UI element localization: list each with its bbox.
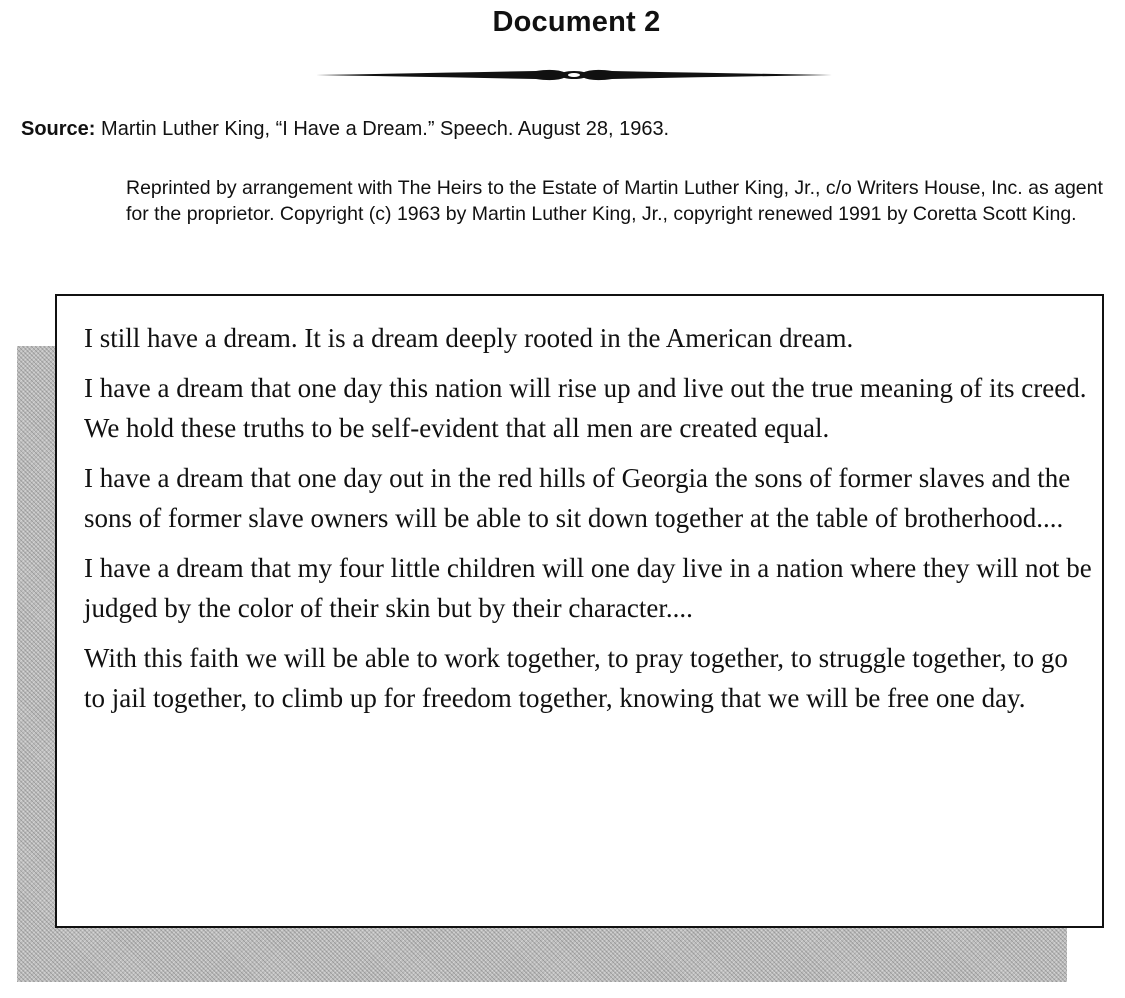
source-label: Source: bbox=[21, 118, 96, 140]
copyright-credit: Reprinted by arrangement with The Heirs to the Estate of Martin Luther King, Jr., c/o Writers House, Inc. as agent for the proprietor. Copyright (c) 1963 by Martin Luther King, Jr., copyright renewed 1991 by Coretta Scott King. bbox=[126, 177, 1103, 225]
speech-paragraph: I still have a dream. It is a dream deeply rooted in the American dream. bbox=[84, 323, 854, 353]
document-title: Document 2 bbox=[492, 6, 661, 38]
speech-paragraph: With this faith we will be able to work together, to pray together, to struggle together, to go to jail together, to climb up for freedom together, knowing that we will be free one day. bbox=[84, 643, 1068, 713]
speech-paragraph: I have a dream that my four little children will one day live in a nation where they will not be judged by the color of their skin but by their character.... bbox=[84, 553, 1092, 623]
speech-paragraph: I have a dream that one day this nation will rise up and live out the true meaning of its creed. We hold these truths to be self-evident that all men are created equal. bbox=[84, 373, 1087, 443]
speech-excerpt bbox=[84, 318, 1094, 728]
source-line bbox=[21, 118, 669, 141]
source-text: Martin Luther King, “I Have a Dream.” Speech. August 28, 1963. bbox=[101, 118, 670, 140]
speech-paragraph: I have a dream that one day out in the red hills of Georgia the sons of former slaves and the sons of former slave owners will be able to sit down together at the table of brotherhood.... bbox=[84, 463, 1071, 533]
decorative-divider bbox=[316, 64, 832, 86]
